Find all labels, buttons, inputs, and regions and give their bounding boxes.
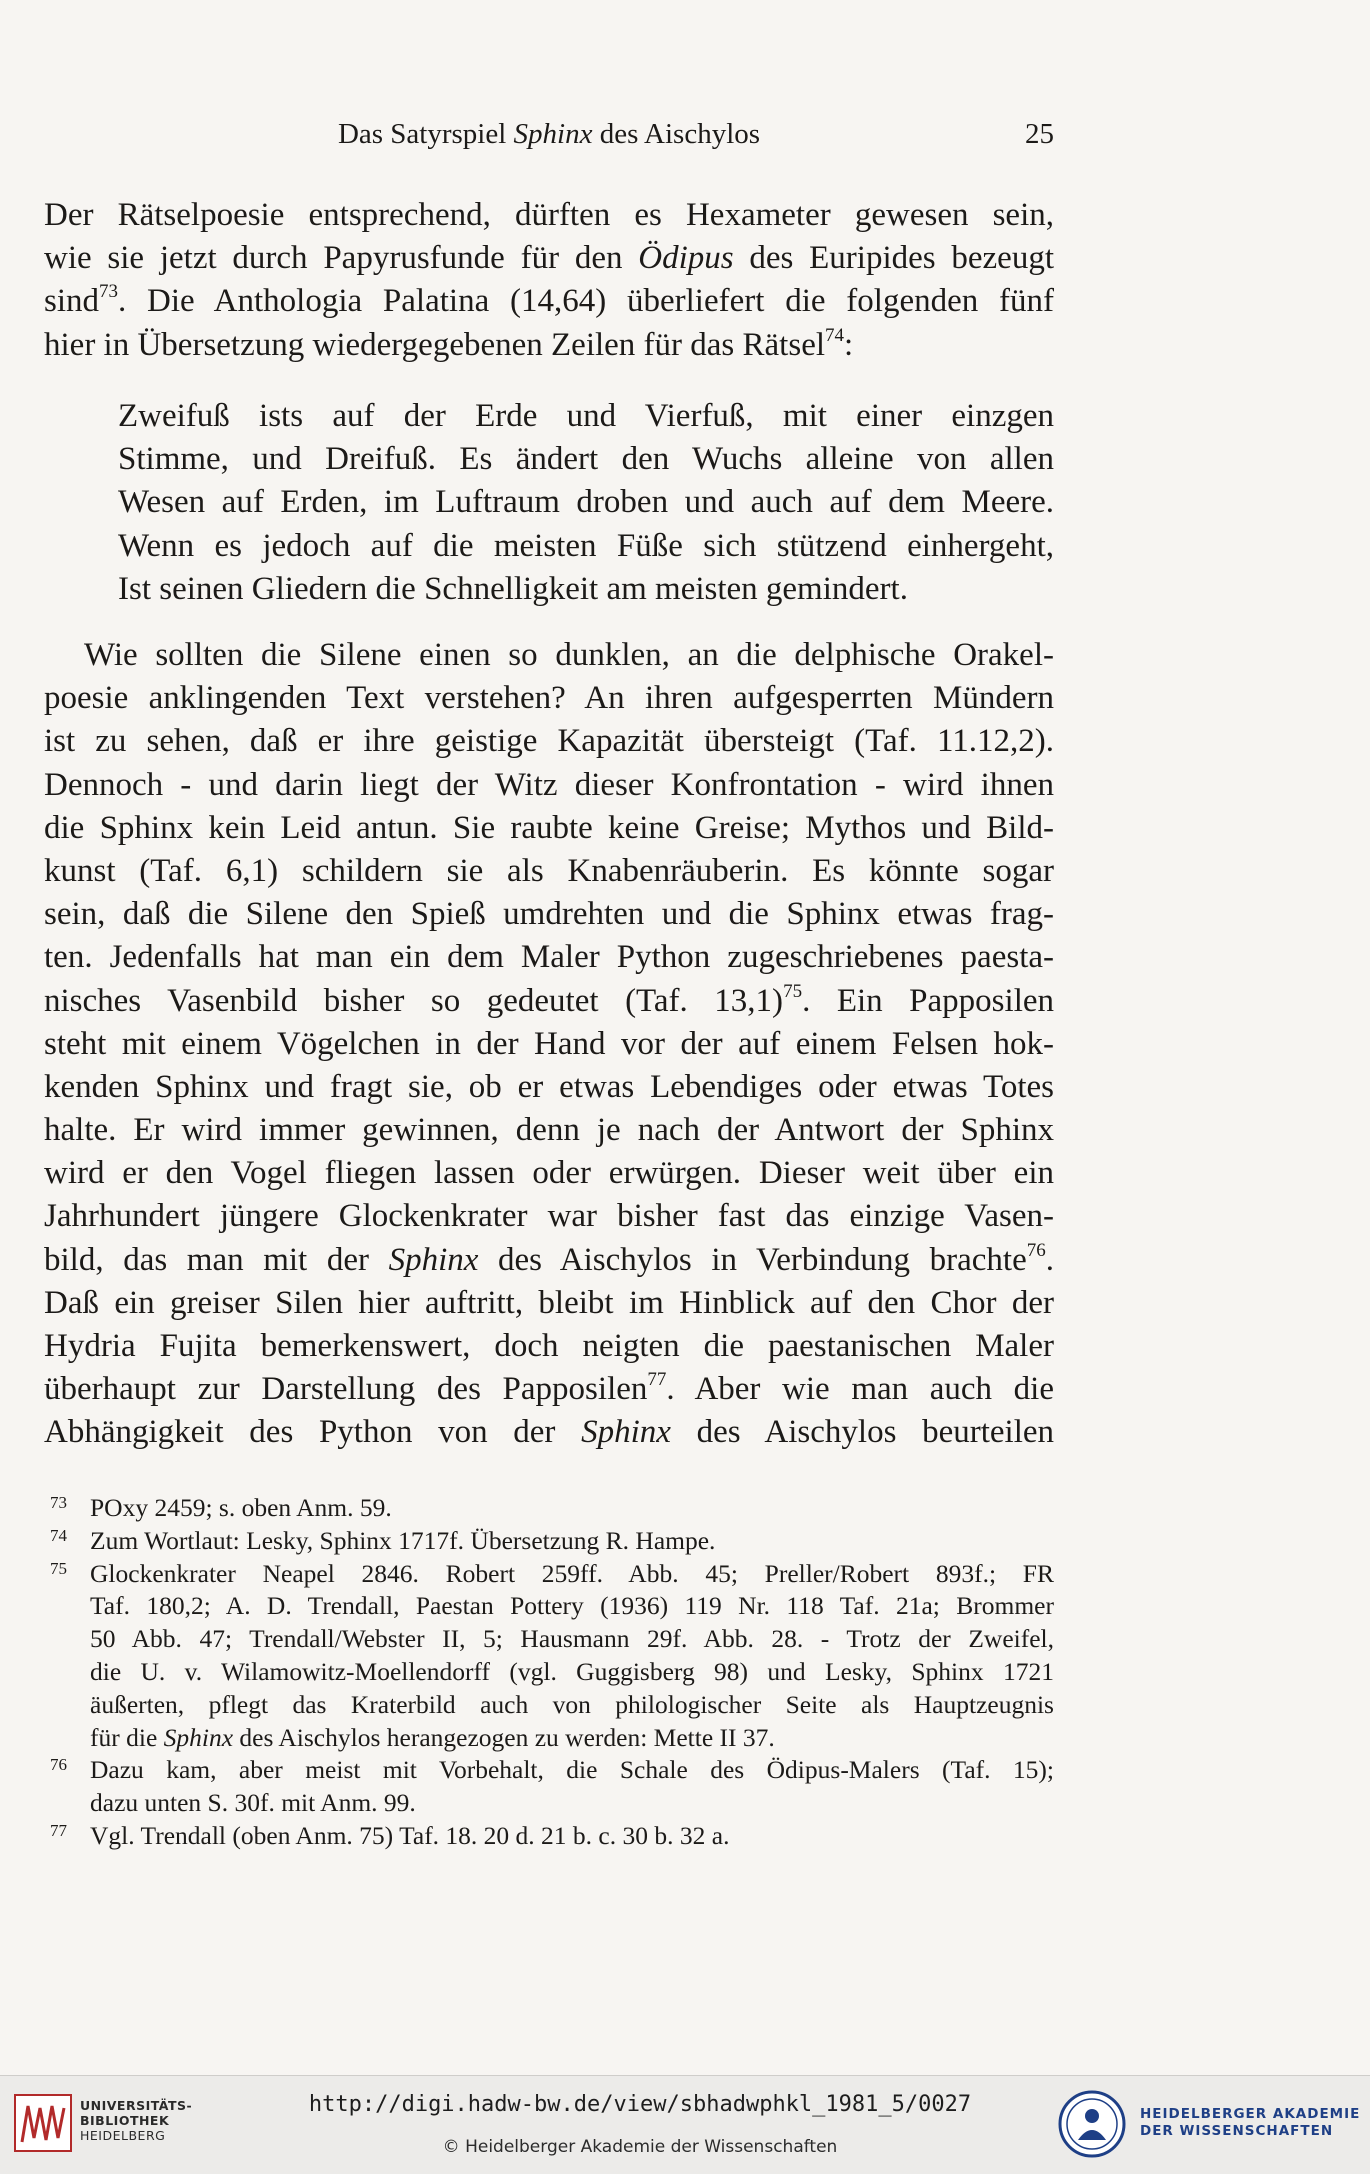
footnote-number: 74 xyxy=(50,1525,67,1545)
poem-line: Zweifuß ists auf der Erde und Vierfuß, mit einer einzgen xyxy=(118,398,1054,434)
text-line: die Sphinx kein Leid antun. Sie raubte keine Greise; Mythos und Bild- xyxy=(44,809,1054,846)
footnote-number: 77 xyxy=(50,1820,67,1840)
poem-quote xyxy=(118,395,1054,611)
poem-line: Wenn es jedoch auf die meisten Füße sich stützend einhergeht, xyxy=(118,527,1054,564)
footnote-number: 75 xyxy=(50,1558,67,1578)
footnote-73: 73 POxy 2459; s. oben Anm. 59. xyxy=(44,1492,1054,1525)
viewer-footer xyxy=(0,2075,1370,2174)
text-line: hier in Übersetzung wiedergegebenen Zeilen für das Rätsel$^{74}$: xyxy=(44,324,854,363)
text-line: wird er den Vogel fliegen lassen oder erwürgen. Dieser weit über ein xyxy=(44,1155,1054,1192)
paragraph-2 xyxy=(44,634,1054,1455)
academy-name[interactable]: HEIDELBERGER AKADEMIE DER WISSENSCHAFTEN xyxy=(1140,2106,1361,2139)
poem-line: Ist seinen Gliedern die Schnelligkeit am meisten gemindert. xyxy=(118,570,908,607)
library-name[interactable]: UNIVERSITÄTS- BIBLIOTHEK HEIDELBERG xyxy=(80,2098,193,2143)
footnote-ref[interactable]: 77 xyxy=(647,1369,667,1391)
footnote-ref[interactable]: 76 xyxy=(1026,1239,1046,1261)
text-line: sind$^{73}$. Die Anthologia Palatina (14,64) überliefert die folgenden fünf xyxy=(44,281,1054,320)
footnote-77: 77 Vgl. Trendall (oben Anm. 75) Taf. 18. 20 d. 21 b. c. 30 b. 32 a. xyxy=(44,1820,1054,1853)
poem-line: Stimme, und Dreifuß. Es ändert den Wuchs alleine von allen xyxy=(118,441,1054,478)
text-line: bild, das man mit der Sphinx des Aischylos in Verbindung brachte$^{76}$. xyxy=(44,1239,1054,1278)
text-line: Der Rätselpoesie entsprechend, dürften es Hexameter gewesen sein, xyxy=(44,197,1054,233)
text-line: Dennoch - und darin liegt der Witz dieser Konfrontation - wird ihnen xyxy=(44,766,1054,803)
running-title: Das Satyrspiel Sphinx des Aischylos xyxy=(337,118,761,150)
footnote-ref[interactable]: 75 xyxy=(783,980,803,1002)
text-line: überhaupt zur Darstellung des Papposilen$^{77}$. Aber wie man auch die xyxy=(44,1369,1054,1408)
text-line: Hydria Fujita bemerkenswert, doch neigten die paestanischen Maler xyxy=(44,1328,1054,1364)
text-line: Jahrhundert jüngere Glockenkrater war bisher fast das einzige Vasen- xyxy=(44,1198,1054,1235)
footnote-number: 76 xyxy=(50,1755,67,1775)
page-number: 25 xyxy=(1025,118,1054,150)
text-line: halte. Er wird immer gewinnen, denn je nach der Antwort der Sphinx xyxy=(44,1112,1054,1149)
text-line: kunst (Taf. 6,1) schildern sie als Knabenräuberin. Es könnte sogar xyxy=(44,852,1054,889)
paragraph-1 xyxy=(44,194,1054,367)
text-line: Daß ein greiser Silen hier auftritt, bleibt im Hinblick auf den Chor der xyxy=(44,1284,1054,1321)
text-line: poesie anklingenden Text verstehen? An ihren aufgesperrten Mündern xyxy=(44,680,1054,717)
text-line: nisches Vasenbild bisher so gedeutet (Taf. 13,1)$^{75}$. Ein Papposilen xyxy=(44,980,1054,1019)
copyright-notice: © Heidelberger Akademie der Wissenschaften xyxy=(442,2137,838,2157)
poem-line: Wesen auf Erden, im Luftraum droben und auch auf dem Meere. xyxy=(118,484,1054,521)
text-line: wie sie jetzt durch Papyrusfunde für den Ödipus des Euripides bezeugt xyxy=(44,240,1054,277)
footnote-number: 73 xyxy=(50,1493,67,1512)
footnote-ref[interactable]: 74 xyxy=(825,324,845,346)
text-line: kenden Sphinx und fragt sie, ob er etwas Lebendiges oder etwas Totes xyxy=(44,1068,1054,1105)
text-line: ist zu sehen, daß er ihre geistige Kapazität übersteigt (Taf. 11.12,2). xyxy=(44,723,1054,760)
footnotes xyxy=(44,1492,1054,1853)
footnote-ref[interactable]: 73 xyxy=(99,281,119,303)
text-line: sein, daß die Silene den Spieß umdrehten und die Sphinx etwas frag- xyxy=(44,896,1054,933)
footnote-75: 75 Glockenkrater Neapel 2846. Robert 259ff. Abb. 45; Preller/Robert 893f.; FR Taf. 180,2; A. D. Trendall, Paestan Pottery (1936) 119 Nr. 118 Taf. 21a; Brommer 50 Abb. 47; Trendall/Webster II, 5; Hausmann 29f. Abb. 28. - Trotz der Zweifel, die U. v. Wilamowitz-Moellendorff (vgl. Guggisberg 98) und Lesky, Sphinx 1721 äußerten, pflegt das Kraterbild auch von philologischer Seite als Hauptzeugnis für die Sphinx des Aischylos herangezogen zu werden: Mette II 37. xyxy=(44,1558,1054,1755)
text-line: Abhängigkeit des Python von der Sphinx des Aischylos beurteilen xyxy=(44,1414,1054,1451)
university-library-logo-icon[interactable] xyxy=(14,2094,72,2152)
text-line: Wie sollten die Silene einen so dunklen, an die delphische Orakel- xyxy=(84,637,1054,673)
footnote-74: 74 Zum Wortlaut: Lesky, Sphinx 1717f. Übersetzung R. Hampe. xyxy=(44,1525,1054,1558)
footnote-76: 76 Dazu kam, aber meist mit Vorbehalt, die Schale des Ödipus-Malers (Taf. 15); dazu unten S. 30f. mit Anm. 99. xyxy=(44,1754,1054,1820)
academy-seal-icon[interactable] xyxy=(1058,2090,1126,2158)
text-line: ten. Jedenfalls hat man ein dem Maler Python zugeschriebenes paesta- xyxy=(44,939,1054,976)
running-head xyxy=(44,118,1054,162)
permalink-url[interactable]: http://digi.hadw-bw.de/view/sbhadwphkl_1981_5/0027 xyxy=(308,2092,972,2117)
text-line: steht mit einem Vögelchen in der Hand vor der auf einem Felsen hok- xyxy=(44,1025,1054,1062)
